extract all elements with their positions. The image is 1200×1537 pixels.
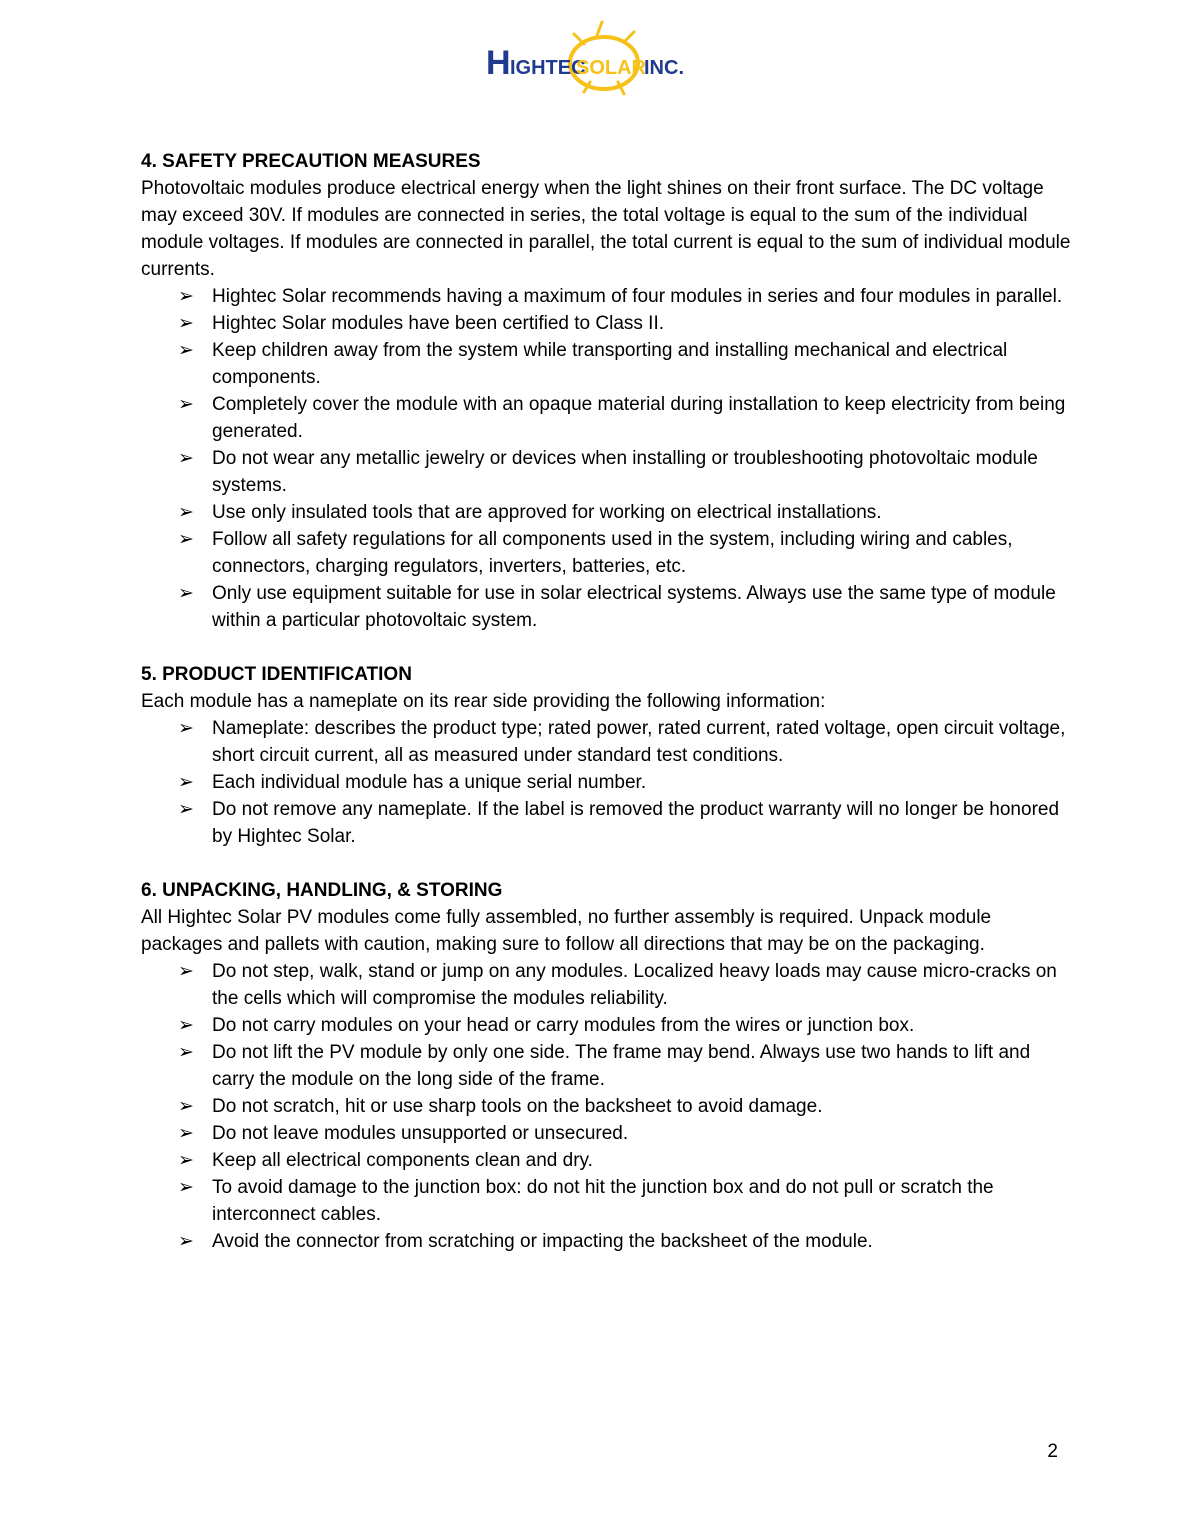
page-number: 2	[1047, 1441, 1058, 1462]
arrow-bullet-icon: ➢	[178, 1042, 194, 1063]
bullet-text: Do not leave modules unsupported or unsecured.	[212, 1123, 629, 1144]
bullet-item	[141, 1120, 1076, 1147]
document-body	[141, 148, 1076, 1282]
bullet-text: Keep all electrical components clean and dry.	[212, 1150, 593, 1171]
bullet-text: Do not scratch, hit or use sharp tools on the backsheet to avoid damage.	[212, 1096, 823, 1117]
bullet-item	[141, 580, 1076, 634]
bullet-item	[141, 499, 1076, 526]
bullet-item	[141, 526, 1076, 580]
section-safety	[141, 148, 1076, 634]
bullet-text: Hightec Solar modules have been certified to Class II.	[212, 313, 665, 334]
arrow-bullet-icon: ➢	[178, 961, 194, 982]
arrow-bullet-icon: ➢	[178, 1123, 194, 1144]
bullet-item	[141, 283, 1076, 310]
bullet-text: Hightec Solar recommends having a maximum of four modules in series and four modules in parallel.	[212, 286, 1063, 307]
bullet-item	[141, 310, 1076, 337]
arrow-bullet-icon: ➢	[178, 1096, 194, 1117]
section-heading: 6. UNPACKING, HANDLING, & STORING	[141, 880, 503, 901]
section-heading: 4. SAFETY PRECAUTION MEASURES	[141, 151, 481, 172]
section-intro: Photovoltaic modules produce electrical energy when the light shines on their front surface. The DC voltage may exceed 30V. If modules are connected in series, the total voltage is equal to the sum of the individual module voltages. If modules are connected in parallel, the total current is equal to the sum of individual module currents.	[141, 178, 1071, 280]
bullet-text: Nameplate: describes the product type; rated power, rated current, rated voltage, open circuit voltage, short circuit current, all as measured under standard test conditions.	[212, 718, 1066, 766]
arrow-bullet-icon: ➢	[178, 340, 194, 361]
bullet-item	[141, 796, 1076, 850]
bullet-item	[141, 1174, 1076, 1228]
logo-text-solar: SOLAR	[576, 57, 646, 79]
bullet-text: Keep children away from the system while transporting and installing mechanical and electrical components.	[212, 340, 1008, 388]
arrow-bullet-icon: ➢	[178, 1177, 194, 1198]
arrow-bullet-icon: ➢	[178, 583, 194, 604]
arrow-bullet-icon: ➢	[178, 718, 194, 739]
arrow-bullet-icon: ➢	[178, 394, 194, 415]
logo-text-h: H	[486, 44, 511, 82]
bullet-text: Do not step, walk, stand or jump on any modules. Localized heavy loads may cause micro-cracks on the cells which will compromise the modules reliability.	[212, 961, 1057, 1009]
bullet-text: Avoid the connector from scratching or impacting the backsheet of the module.	[212, 1231, 873, 1252]
arrow-bullet-icon: ➢	[178, 1150, 194, 1171]
bullet-text: To avoid damage to the junction box: do not hit the junction box and do not pull or scratch the interconnect cables.	[212, 1177, 994, 1225]
arrow-bullet-icon: ➢	[178, 772, 194, 793]
arrow-bullet-icon: ➢	[178, 502, 194, 523]
sun-logo-graphic	[484, 18, 694, 98]
arrow-bullet-icon: ➢	[178, 799, 194, 820]
bullet-text: Only use equipment suitable for use in solar electrical systems. Always use the same type of module within a particular photovoltaic system.	[212, 583, 1056, 631]
section-product-identification	[141, 661, 1076, 850]
section-heading: 5. PRODUCT IDENTIFICATION	[141, 664, 412, 685]
bullet-item	[141, 769, 1076, 796]
arrow-bullet-icon: ➢	[178, 448, 194, 469]
bullet-item	[141, 958, 1076, 1012]
bullet-text: Use only insulated tools that are approved for working on electrical installations.	[212, 502, 882, 523]
section-intro: All Hightec Solar PV modules come fully assembled, no further assembly is required. Unpack module packages and pallets with caution, making sure to follow all directions that may be on the packaging.	[141, 907, 992, 955]
bullet-item	[141, 391, 1076, 445]
arrow-bullet-icon: ➢	[178, 286, 194, 307]
bullet-list	[141, 283, 1076, 634]
bullet-item	[141, 337, 1076, 391]
bullet-list	[141, 715, 1076, 850]
logo-text-ightec: IGHTEC	[510, 57, 586, 79]
arrow-bullet-icon: ➢	[178, 529, 194, 550]
bullet-text: Do not lift the PV module by only one side. The frame may bend. Always use two hands to lift and carry the module on the long side of the frame.	[212, 1042, 1031, 1090]
arrow-bullet-icon: ➢	[178, 1015, 194, 1036]
section-intro: Each module has a nameplate on its rear side providing the following information:	[141, 691, 826, 712]
bullet-item	[141, 715, 1076, 769]
bullet-text: Do not carry modules on your head or carry modules from the wires or junction box.	[212, 1015, 915, 1036]
bullet-item	[141, 1012, 1076, 1039]
company-logo	[484, 18, 694, 98]
bullet-item	[141, 1039, 1076, 1093]
bullet-list	[141, 958, 1076, 1255]
arrow-bullet-icon: ➢	[178, 1231, 194, 1252]
bullet-text: Each individual module has a unique serial number.	[212, 772, 647, 793]
bullet-text: Do not remove any nameplate. If the label is removed the product warranty will no longer be honored by Hightec Solar.	[212, 799, 1060, 847]
arrow-bullet-icon: ➢	[178, 313, 194, 334]
section-unpacking	[141, 877, 1076, 1255]
bullet-item	[141, 1093, 1076, 1120]
bullet-item	[141, 445, 1076, 499]
bullet-item	[141, 1147, 1076, 1174]
bullet-text: Follow all safety regulations for all components used in the system, including wiring and cables, connectors, charging regulators, inverters, batteries, etc.	[212, 529, 1013, 577]
bullet-item	[141, 1228, 1076, 1255]
logo-text-inc: INC.	[644, 57, 684, 79]
bullet-text: Completely cover the module with an opaque material during installation to keep electricity from being generated.	[212, 394, 1066, 442]
bullet-text: Do not wear any metallic jewelry or devices when installing or troubleshooting photovoltaic module systems.	[212, 448, 1038, 496]
